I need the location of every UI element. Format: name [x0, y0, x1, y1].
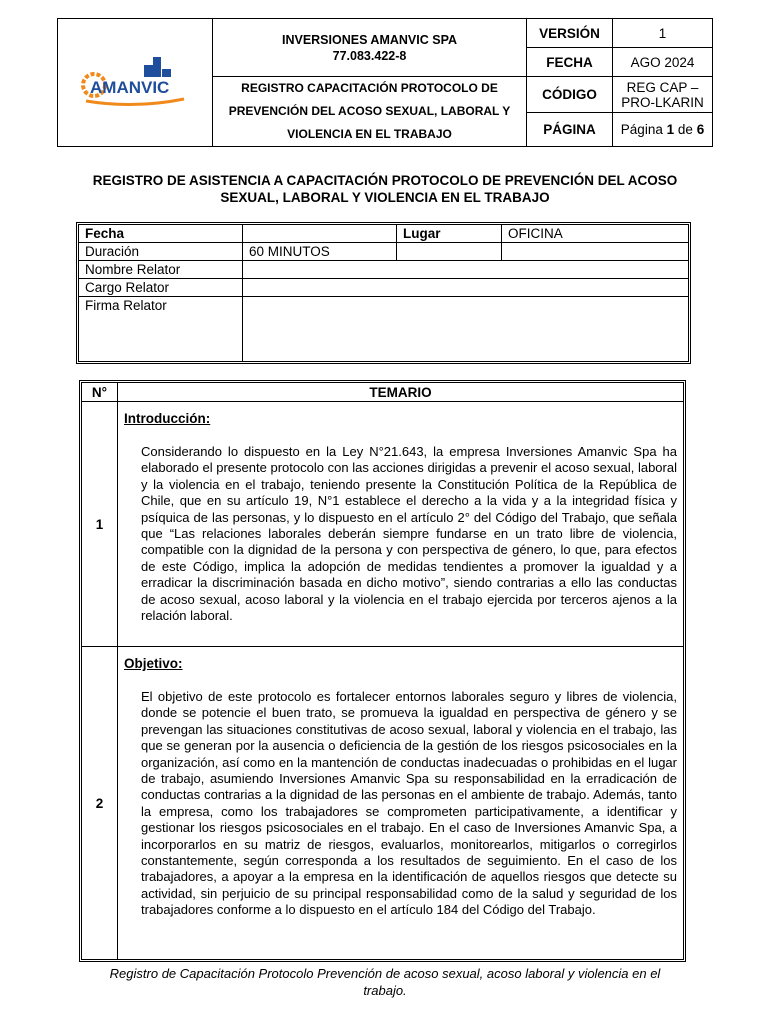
- section-text: Considerando lo dispuesto en la Ley N°21.643, la empresa Inversiones Amanvic Spa ha elaborado el presente protocolo con las acciones dirigidas a prevenir el acoso sexual, laboral y la violencia en el trabajo, teniendo presente la Constitución Política de la República de Chile, que en su artículo 19, N°1 establece el derecho a la vida y a la integridad física y psíquica de las personas, y lo dispuesto en el artículo 2° del Código del Trabajo, que señala que “Las relaciones laborales deberán siempre fundarse en un trato libre de violencia, compatible con la dignidad de la persona y con perspectiva de género, lo que, para efectos de este Código, implica la adopción de medidas tendientes a promover la igualdad y a erradicar la discriminación basada en dicho motivo”, siendo contrarias a ello las conductas de acoso sexual, acoso laboral y la violencia en el trabajo ejercida por terceros ajenos a la relación laboral.: [141, 444, 677, 624]
- fecha-info-value: [243, 225, 397, 243]
- company-cell: [213, 19, 527, 77]
- logo-cell: [58, 19, 213, 147]
- fecha-label: FECHA: [527, 48, 613, 77]
- section-heading: Objetivo:: [124, 656, 183, 671]
- row-number: 2: [82, 647, 118, 959]
- fecha-value: AGO 2024: [613, 48, 713, 77]
- pagina-prefix: Página: [620, 122, 663, 137]
- document-name: REGISTRO CAPACITACIÓN PROTOCOLO DE PREVENCIÓN DEL ACOSO SEXUAL, LABORAL Y VIOLENCIA EN EL TRABAJO: [213, 77, 527, 147]
- duracion-label: Duración: [79, 243, 243, 261]
- logo-text: AMANVIC: [90, 77, 170, 97]
- codigo-label: CÓDIGO: [527, 77, 613, 113]
- section-heading: Introducción:: [124, 411, 211, 426]
- row-number: 1: [82, 402, 118, 647]
- document-title: REGISTRO DE ASISTENCIA A CAPACITACIÓN PROTOCOLO DE PREVENCIÓN DEL ACOSO SEXUAL, LABORAL Y VIOLENCIA EN EL TRABAJO: [92, 173, 678, 205]
- info-table: [76, 222, 691, 364]
- table-row: [82, 402, 683, 647]
- company-name: INVERSIONES AMANVIC SPA: [281, 32, 458, 47]
- pagina-total: 6: [696, 122, 705, 137]
- firma-relator-label: Firma Relator: [79, 297, 243, 361]
- col-n-header: N°: [82, 383, 118, 402]
- page-footer: Registro de Capacitación Protocolo Prevención de acoso sexual, acoso laboral y violencia en el trabajo.: [109, 966, 661, 998]
- fecha-info-label: Fecha: [79, 225, 243, 243]
- version-value: 1: [613, 19, 713, 48]
- section-text: El objetivo de este protocolo es fortalecer entornos laborales seguro y libres de violencia, donde se potencie el buen trato, se promueva la igualdad en perspectiva de género y se prevengan las situaciones constitutivas de acoso sexual, laboral y violencia en el trabajo, las que se generan por la ausencia o deficiencia de la gestión de los riesgos psicosociales en la organización, así como en la mantención de conductas inadecuadas o prohibidas en el lugar de trabajo, asumiendo Inversiones Amanvic Spa su responsabilidad en la erradicación de conductas contrarias a la dignidad de las personas en el ambiente de trabajo. Además, tanto la empresa, como los trabajadores se comprometen participativamente, a identificar y gestionar los riesgos psicosociales en el trabajo. En el caso de Inversiones Amanvic Spa, a incorporarlos en su matriz de riesgos, evaluarlos, monitorearlos, mitigarlos o corregirlos constantemente, según corresponda a los resultados de seguimiento. En el caso de los trabajadores, a apoyar a la empresa en la identificación de aquellos riesgos que detecte su actividad, sin perjuicio de su principal responsabilidad como de la salud y seguridad de los trabajadores conforme a lo dispuesto en el artículo 184 del Código del Trabajo.: [141, 689, 677, 918]
- col-temario-header: TEMARIO: [118, 383, 683, 402]
- duracion-value: 60 MINUTOS: [243, 243, 397, 261]
- duracion-blank-1: [397, 243, 502, 261]
- temario-table: [79, 380, 686, 962]
- table-row: [82, 647, 683, 959]
- cargo-relator-value: [243, 279, 688, 297]
- pagina-mid: de: [677, 122, 693, 137]
- pagina-value: [613, 113, 713, 147]
- row-content: [118, 647, 683, 959]
- duracion-blank-2: [502, 243, 688, 261]
- pagina-current: 1: [666, 122, 675, 137]
- lugar-label: Lugar: [397, 225, 502, 243]
- version-label: VERSIÓN: [527, 19, 613, 48]
- firma-relator-value: [243, 297, 688, 361]
- cargo-relator-label: Cargo Relator: [79, 279, 243, 297]
- nombre-relator-label: Nombre Relator: [79, 261, 243, 279]
- nombre-relator-value: [243, 261, 688, 279]
- codigo-value: REG CAP – PRO-LKARIN: [613, 77, 713, 113]
- row-content: [118, 402, 683, 647]
- company-logo: [80, 55, 190, 111]
- header-table: [57, 18, 713, 147]
- company-rut: 77.083.422-8: [332, 48, 407, 63]
- pagina-label: PÁGINA: [527, 113, 613, 147]
- lugar-value: OFICINA: [502, 225, 688, 243]
